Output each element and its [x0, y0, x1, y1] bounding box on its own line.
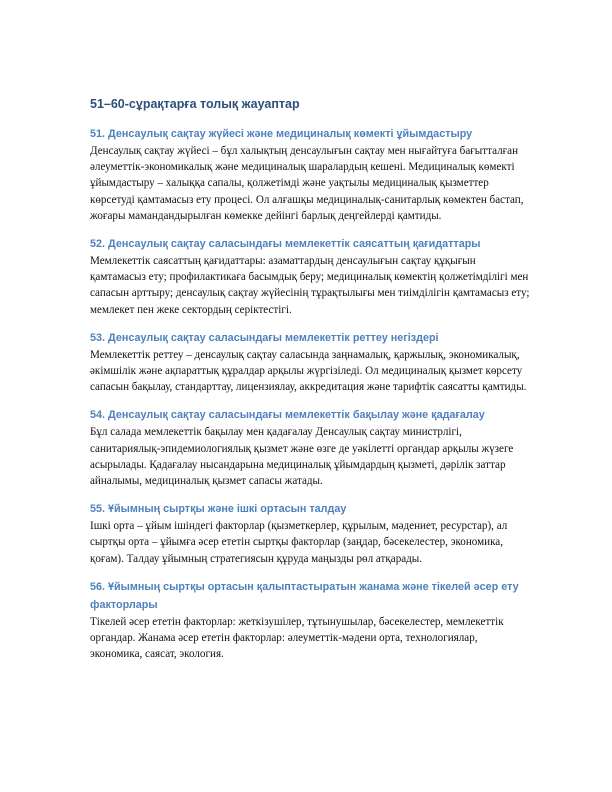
section-52: [90, 235, 530, 318]
section-body: Бұл салада мемлекеттік бақылау мен қадағалау Денсаулық сақтау министрлігі, санитариялық-эпидемиологиялық қызмет және өзге де уәкілетті органдар арқылы жүзеге асырылады. Қадағалау нысандарына медициналық ұйымдардың қызметі, дәрілік заттар айналымы, медициналық қызмет сапасы жатады.: [90, 426, 514, 488]
section-heading: 51. Денсаулық сақтау жүйесі және медициналық көмекті ұйымдастыру: [90, 128, 473, 140]
section-body: Мемлекеттік саясаттың қағидаттары: азаматтардың денсаулығын сақтау құқығын қамтамасыз ету; профилактикаға басымдық беру; медициналық көмектің қолжетімділігі мен сапасын арттыру; денсаулық сақтау жүйесінің тұрақтылығы мен тиімділігін қамтамасыз ету; мемлекет пен жеке сектордың серіктестігі.: [90, 255, 530, 316]
document-page: [90, 96, 530, 673]
section-body: Денсаулық сақтау жүйесі – бұл халықтың денсаулығын сақтау мен нығайтуға бағытталған әлеуметтік-экономикалық және медициналық шаралардың кешені. Медициналық көмекті ұйымдастыру – халыққа сапалы, қолжетімді және уақтылы медициналық қызметтер көрсетуді қамтамасыз ету процесі. Ол алғашқы медициналық-санитарлық көмектен бастап, жоғары мамандандырылған көмекке дейінгі барлық деңгейлерді қамтиды.: [90, 145, 524, 222]
section-body: Тікелей әсер ететін факторлар: жеткізушілер, тұтынушылар, бәсекелестер, мемлекеттік органдар. Жанама әсер ететін факторлар: әлеуметтік-мәдени орта, технологиялар, экономика, саясат, экология.: [90, 615, 504, 661]
section-heading: 55. Ұйымның сыртқы және ішкі ортасын талдау: [90, 503, 347, 516]
section-body: Мемлекеттік реттеу – денсаулық сақтау саласында заңнамалық, қаржылық, экономикалық, әкімшілік және ақпараттық құралдар арқылы жүргізіледі. Ол медициналық қызмет көрсету сапасын бақылау, стандарттау, лицензиялау, аккредитация және тарифтік саясатты қамтиды.: [90, 348, 527, 394]
section-heading: 56. Ұйымның сыртқы ортасын қалыптастыратын жанама және тікелей әсер ету факторлары: [90, 580, 519, 611]
document-title: 51–60-сұрақтарға толық жауаптар: [90, 97, 300, 111]
section-heading: 53. Денсаулық сақтау саласындағы мемлекеттік реттеу негіздері: [90, 331, 439, 344]
section-heading: 52. Денсаулық сақтау саласындағы мемлекеттік саясаттың қағидаттары: [90, 238, 481, 251]
section-55: [90, 500, 530, 567]
section-53: [90, 329, 530, 396]
section-56: [90, 578, 530, 663]
section-body: Ішкі орта – ұйым ішіндегі факторлар (қызметкерлер, құрылым, мәдениет, ресурстар), ал сыртқы орта – ұйымға әсер ететін сыртқы факторлар (заңдар, бәсекелестер, экономика, қоғам). Талдау ұйымның стратегиясын құруда маңызды рөл атқарады.: [90, 520, 508, 565]
section-heading: 54. Денсаулық сақтау саласындағы мемлекеттік бақылау және қадағалау: [90, 409, 485, 422]
section-54: [90, 406, 530, 489]
section-51: [90, 125, 530, 224]
